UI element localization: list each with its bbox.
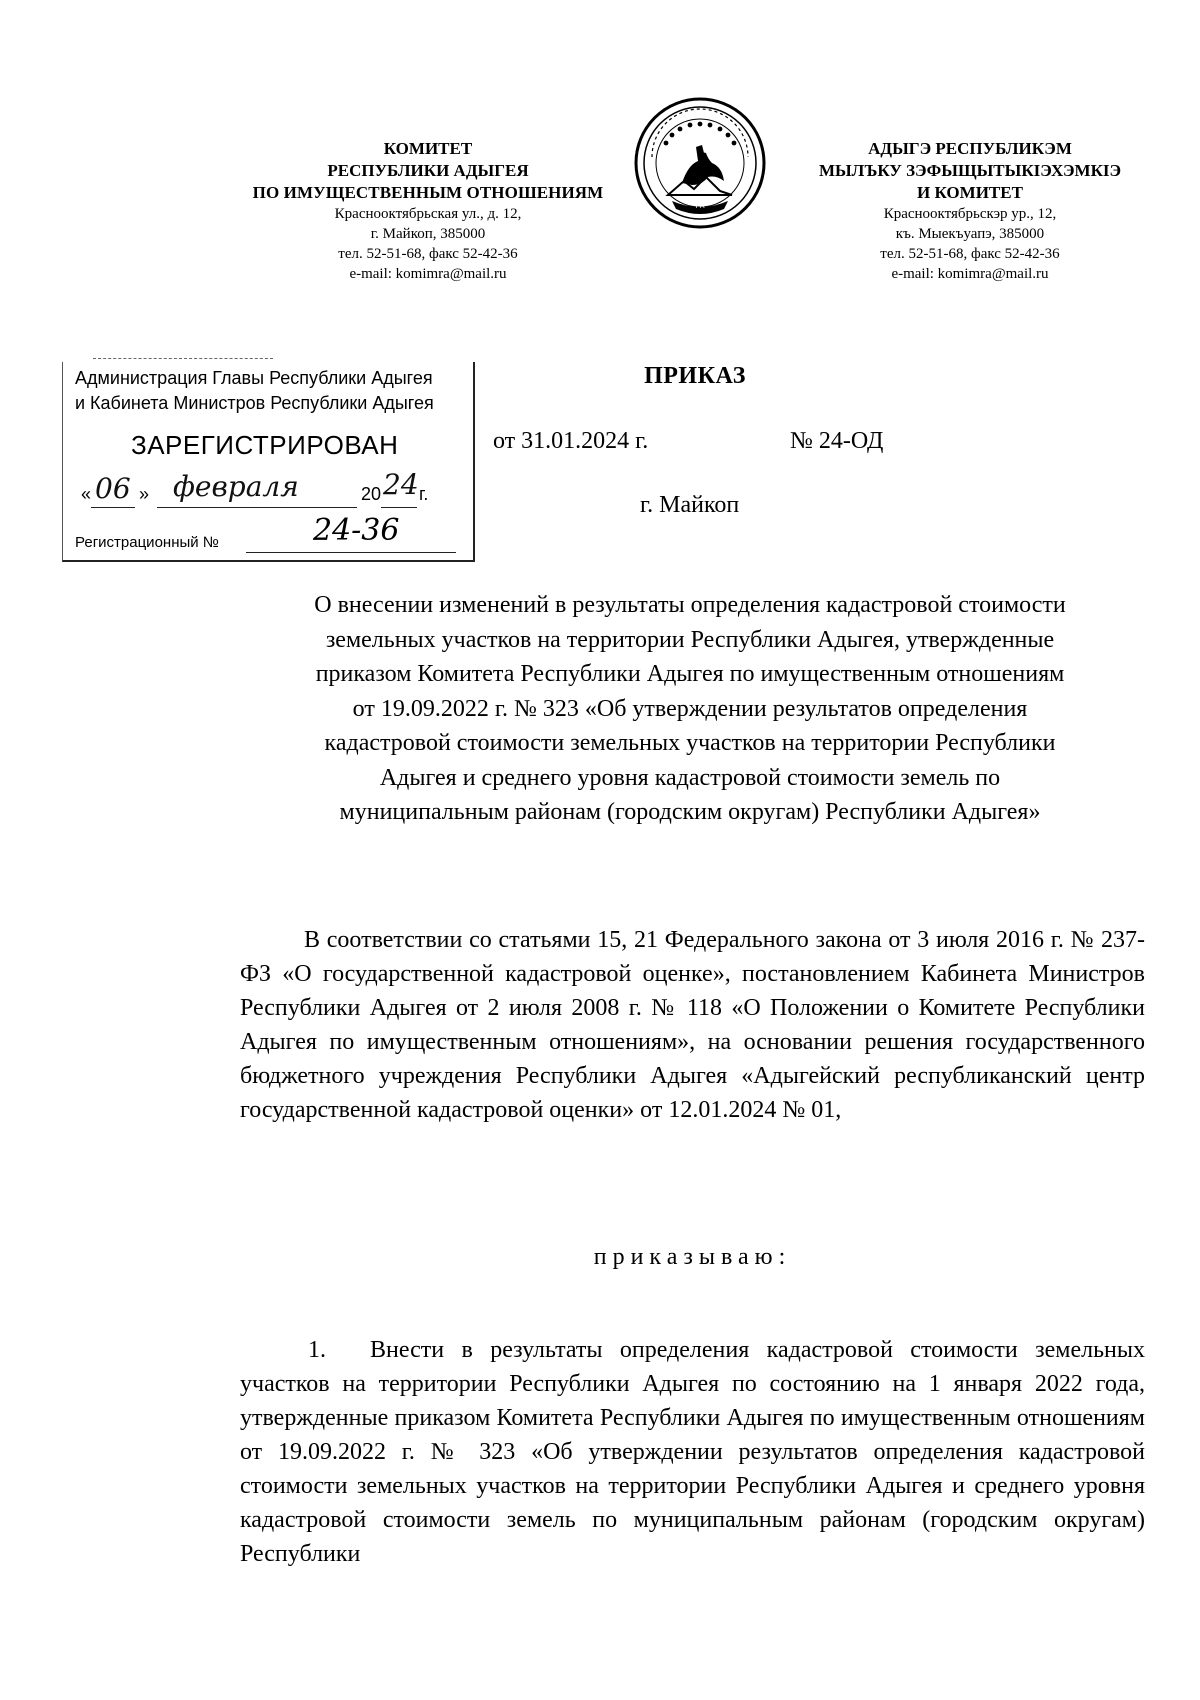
- svg-text:РА: РА: [695, 202, 705, 210]
- stamp-divider: [93, 358, 273, 359]
- email-line: e-mail: komimra@mail.ru: [349, 266, 507, 282]
- quote-open: «: [81, 484, 92, 504]
- address-line: Краснооктябрьскэр ур., 12,: [883, 206, 1057, 222]
- org-name-line: РЕСПУБЛИКИ АДЫГЕЯ: [327, 161, 529, 180]
- stamp-line-2: и Кабинета Министров Республики Адыгея: [75, 393, 434, 413]
- header-right: [780, 138, 1160, 284]
- year-prefix: 20: [361, 484, 382, 504]
- subject-line: от 19.09.2022 г. № 323 «Об утверждении результатов определения: [352, 695, 1028, 722]
- subject-line: О внесении изменений в результаты определения кадастровой стоимости: [314, 592, 1066, 618]
- day-underline: [91, 507, 135, 508]
- subject-line: Адыгея и среднего уровня кадастровой стоимости земель по: [379, 764, 1001, 791]
- order-number: № 24-ОД: [790, 428, 884, 454]
- subject-line: кадастровой стоимости земельных участков на территории Республики: [324, 730, 1056, 756]
- document-subject: [240, 588, 1140, 830]
- subject-line: земельных участков на территории Республики Адыгея, утвержденные: [325, 626, 1055, 653]
- item-number: 1.: [308, 1337, 326, 1363]
- year-underline: [381, 507, 417, 508]
- stamp-status: ЗАРЕГИСТРИРОВАН: [131, 430, 399, 460]
- year-suffix-g: г.: [419, 484, 429, 504]
- order-city: г. Майкоп: [640, 492, 740, 518]
- quote-close: »: [139, 484, 150, 504]
- org-name-line: И КОМИТЕТ: [917, 183, 1023, 202]
- address-line: къ. Мыекъуапэ, 385000: [895, 226, 1045, 242]
- org-name-line: АДЫГЭ РЕСПУБЛИКЭМ: [868, 139, 1072, 158]
- org-name-line: КОМИТЕТ: [383, 139, 473, 158]
- order-item-1: [240, 1333, 1145, 1571]
- address-line: Краснооктябрьская ул., д. 12,: [334, 206, 522, 222]
- stamp-reg-number-handwritten: 24-36: [313, 513, 400, 548]
- subject-line: приказом Комитета Республики Адыгея по имущественным отношениям: [315, 661, 1065, 687]
- decree-word: приказываю:: [593, 1244, 792, 1270]
- stamp-reg-label: Регистрационный №: [75, 534, 219, 551]
- email-line: e-mail: komimra@mail.ru: [891, 266, 1049, 282]
- stamp-month-handwritten: февраля: [173, 470, 299, 503]
- stamp-year-handwritten: 24: [383, 468, 419, 501]
- phone-line: тел. 52-51-68, факс 52-42-36: [338, 246, 518, 262]
- coat-of-arms-emblem-icon: [632, 95, 768, 231]
- item-text: Внести в результаты определения кадастровой стоимости земельных участков на территории Республики Адыгея по состоянию на 1 января 2022 года, утвержденные приказом Комитета Республики Адыгея по имущественным отношениям от 19.09.2022 г. № 323 «Об утверждении результатов определения кадастровой стоимости земельных участков на территории Республики Адыгея и среднего уровня кадастровой стоимости земель по муниципальным районам (городским округам) Республики: [240, 1337, 1145, 1567]
- address-line: г. Майкоп, 385000: [370, 226, 486, 242]
- stamp-line-1: Администрация Главы Республики Адыгея: [75, 368, 433, 388]
- subject-line: муниципальным районам (городским округам) Республики Адыгея»: [339, 799, 1041, 825]
- org-name-line: ПО ИМУЩЕСТВЕННЫМ ОТНОШЕНИЯМ: [252, 183, 604, 202]
- stamp-date: [81, 468, 461, 508]
- order-date: от 31.01.2024 г.: [493, 428, 649, 454]
- month-underline: [157, 507, 357, 508]
- phone-line: тел. 52-51-68, факс 52-42-36: [880, 246, 1060, 262]
- document-title: ПРИКАЗ: [644, 363, 746, 389]
- header-left: [228, 138, 628, 284]
- reg-number-underline: [246, 552, 456, 553]
- org-name-line: МЫЛЪКУ ЗЭФЫЩЫТЫКІЭХЭМКІЭ: [818, 161, 1122, 180]
- basis-paragraph: В соответствии со статьями 15, 21 Федерального закона от 3 июля 2016 г. № 237-ФЗ «О государственной кадастровой оценке», постановлением Кабинета Министров Республики Адыгея от 2 июля 2008 г. № 118 «О Положении о Комитете Республики Адыгея по имущественным отношениям», на основании решения государственного бюджетного учреждения Республики Адыгея «Адыгейский республиканский центр государственной кадастровой оценки» от 12.01.2024 № 01,: [240, 927, 1145, 1123]
- stamp-day-handwritten: 06: [95, 472, 131, 505]
- registration-stamp: [62, 362, 475, 562]
